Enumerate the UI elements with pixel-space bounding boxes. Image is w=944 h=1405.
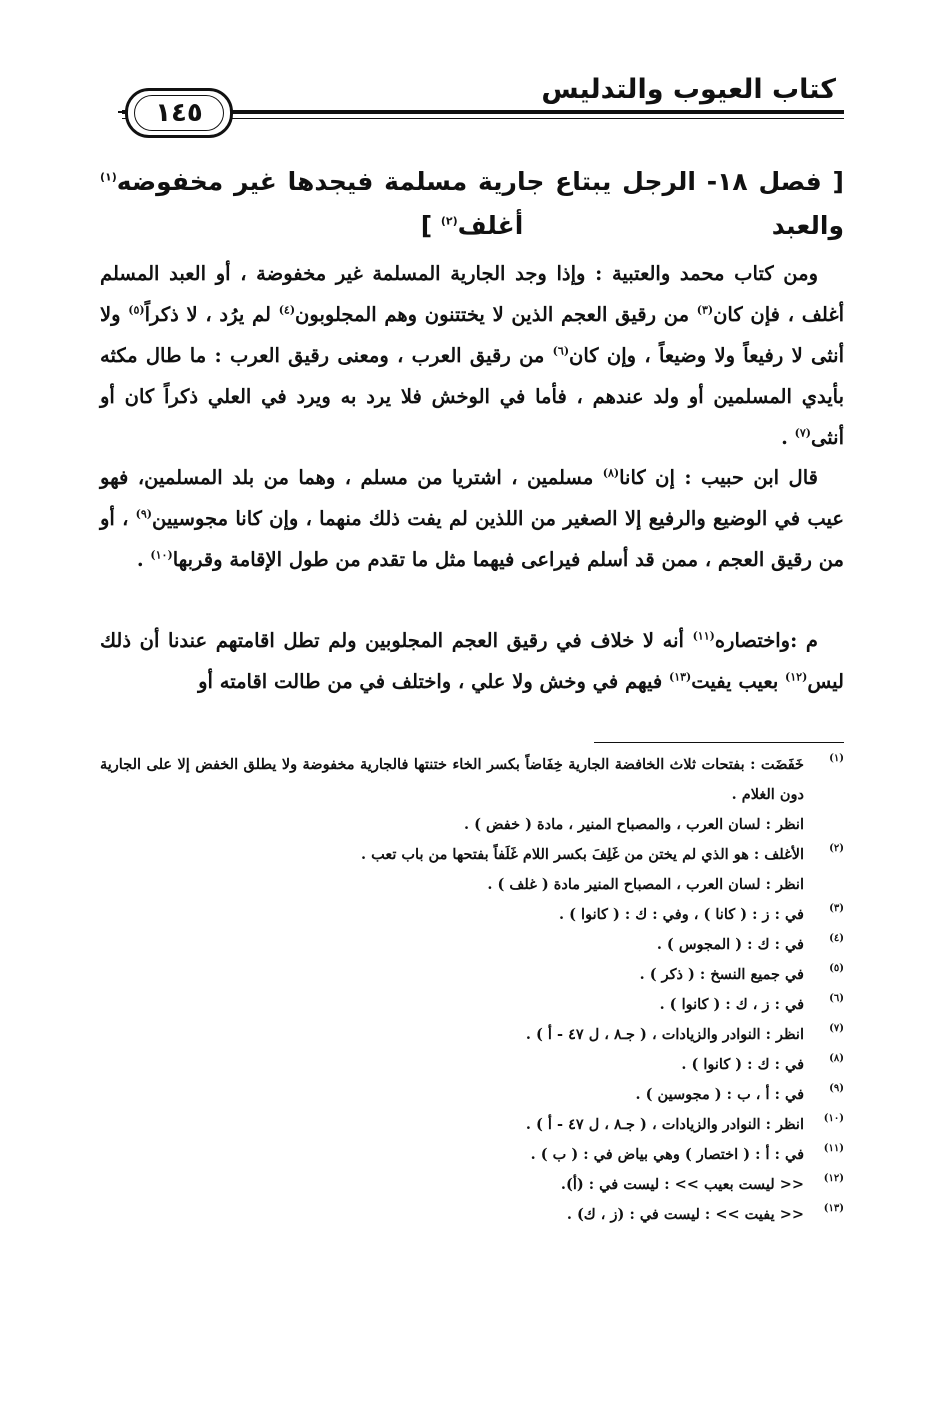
footnote-item — [100, 1050, 844, 1080]
text-run: من رقيق العرب ، ومعنى رقيق العرب : ما طال مكثه بأيدي المسلمين أو ولد عندهم ، فأما في الوخش فلا يرد به ويرد في العلي ذكراً كان أو أنثى — [100, 344, 844, 449]
footnote-item — [100, 1170, 844, 1200]
text-run: ، أو من رقيق العجم ، ممن قد أسلم فيراعى فيهما مثل ما تقدم من طول الإقامة وقربها — [100, 507, 844, 571]
footnote-ref: (٩) — [135, 507, 153, 521]
footnote-ref: (٢) — [440, 214, 458, 228]
footnote-text: في : ز ، ك : ( كانوا ) . — [659, 996, 804, 1013]
footnote-text: << ليست بعيب >> : ليست في : (أ). — [560, 1176, 804, 1193]
text-run: . — [136, 548, 151, 571]
text-run: بعيب يفيت — [691, 670, 786, 693]
footnote-item — [100, 810, 844, 840]
heading-text-1: [ فصل ١٨- الرجل يبتاع جارية مسلمة فيجدها غير مخفوضه — [116, 167, 844, 196]
heading-text-2: أغلف — [457, 211, 524, 240]
footnote-number: (٦) — [829, 993, 844, 1004]
text-run: فيهم في وخش ولا علي ، واختلف في من طالت اقامته أو — [198, 670, 669, 693]
footnote-text: في : ك : ( كانوا ) . — [681, 1056, 804, 1073]
footnote-text: انظر : لسان العرب ، المصباح المنير مادة ( غلف ) . — [487, 876, 804, 893]
footnote-item — [100, 1080, 844, 1110]
footnote-number: (٤) — [829, 933, 844, 944]
running-title: كتاب العيوب والتدليس — [541, 74, 836, 105]
text-run: ومن كتاب محمد والعتبية : وإذا وجد الجارية المسلمة غير مخفوضة ، أو العبد المسلم أغلف ، فإن كان — [100, 262, 844, 326]
footnote-number: (٧) — [829, 1023, 844, 1034]
footnote-item — [100, 900, 844, 930]
footnote-ref: (٨) — [602, 466, 620, 480]
footnote-text: انظر : النوادر والزيادات ، ( جـ٨ ، ل ٤٧ - أ ) . — [525, 1116, 804, 1133]
text-run: . — [781, 426, 795, 449]
paragraph-3 — [100, 620, 844, 702]
text-run: من رقيق العجم الذين لا يختتنون وهم المجلوبون — [295, 303, 697, 326]
footnote-text: انظر : لسان العرب ، والمصباح المنير ، مادة ( خفض ) . — [464, 816, 804, 833]
section-heading-line-2 — [100, 204, 844, 248]
heading-text-1-end: والعبد — [771, 211, 844, 240]
footnote-ref: (١١) — [692, 629, 715, 643]
footnote-number: (١٠) — [823, 1113, 844, 1124]
footnote-number: (٨) — [829, 1053, 844, 1064]
footnote-text: في : أ : ( اختصار ) وهي بياض في : ( ب ) . — [530, 1146, 804, 1163]
footnote-item — [100, 930, 844, 960]
footnote-item — [100, 840, 844, 870]
footnote-text: خَفَضَت : بفتحات ثلاث الخافضة الجارية خِفَاضاً بكسر الخاء ختنتها فالجارية مخفوضة ولا يطلق الخفض إلا على الجارية دون الغلام . — [100, 756, 804, 803]
footnote-item — [100, 1110, 844, 1140]
text-run: لم يرُد ، لا ذكراً — [144, 303, 279, 326]
page-number: ١٤٥ — [155, 98, 203, 128]
footnote-ref: (١٢) — [785, 670, 808, 684]
text-run: ولا أنثى لا رفيعاً ولا وضيعاً ، وإن كان — [100, 303, 844, 367]
footnote-ref: (١٣) — [669, 670, 692, 684]
footnote-number: (١١) — [823, 1143, 844, 1154]
paragraph-2 — [100, 457, 844, 580]
footnote-ref: (١٠) — [150, 548, 173, 562]
footnote-item — [100, 1200, 844, 1230]
text-run: أنه لا خلاف في رقيق العجم المجلوبين ولم تطل اقامتهم عندنا أن ذلك ليس — [100, 629, 844, 693]
footnote-item — [100, 990, 844, 1020]
footnote-number: (٣) — [829, 903, 844, 914]
footnote-number: (١٢) — [823, 1173, 844, 1184]
footnote-item — [100, 870, 844, 900]
footnote-number: (١) — [829, 753, 844, 764]
footnotes — [100, 750, 844, 1230]
footnote-number: (٥) — [829, 963, 844, 974]
footnote-text: << يفيت >> : ليست في : (ز ، ك) . — [566, 1206, 804, 1223]
text-run: قال ابن حبيب : إن كانا — [619, 466, 818, 489]
footnote-text: في : ك : ( المجوس ) . — [656, 936, 804, 953]
footnote-ref: (١) — [100, 170, 117, 184]
text-run: مسلمين ، اشتريا من مسلم ، وهما من بلد المسلمين، فهو عيب في الوضيع والرفيع إلا الصغير من اللذين لم يفت ذلك منهما ، وإن كانا مجوسيين — [100, 466, 844, 530]
footnote-text: انظر : النوادر والزيادات ، ( جـ٨ ، ل ٤٧ - أ ) . — [525, 1026, 804, 1043]
footnote-ref: (٦) — [552, 344, 570, 358]
footnote-text: في : ز : ( كانا ) ، وفي : ك : ( كانوا ) . — [559, 906, 804, 923]
text-run: م :واختصاره — [714, 629, 818, 652]
paragraph-1 — [100, 253, 844, 458]
footnote-ref: (٤) — [278, 303, 296, 317]
footnote-item — [100, 960, 844, 990]
footnote-number: (٢) — [829, 843, 844, 854]
footnote-ref: (٣) — [696, 303, 714, 317]
footnote-item — [100, 1140, 844, 1170]
footnote-number: (١٣) — [823, 1203, 844, 1214]
footnote-item — [100, 750, 844, 810]
footnote-ref: (٧) — [794, 426, 812, 440]
footnote-text: الأغلف : هو الذي لم يختن من غَلِفَ بكسر اللام غَلَفاً بفتحها من باب تعب . — [360, 846, 804, 863]
footnote-item — [100, 1020, 844, 1050]
footnote-divider — [594, 742, 844, 743]
footnote-text: في جميع النسخ : ( ذكر ) . — [639, 966, 804, 983]
footnote-ref: (٥) — [128, 303, 145, 317]
footnote-number: (٩) — [829, 1083, 844, 1094]
footnote-text: في : أ ، ب : ( مجوسين ) . — [635, 1086, 804, 1103]
heading-text-2-end: ] — [420, 211, 441, 240]
page-number-frame — [125, 88, 233, 138]
